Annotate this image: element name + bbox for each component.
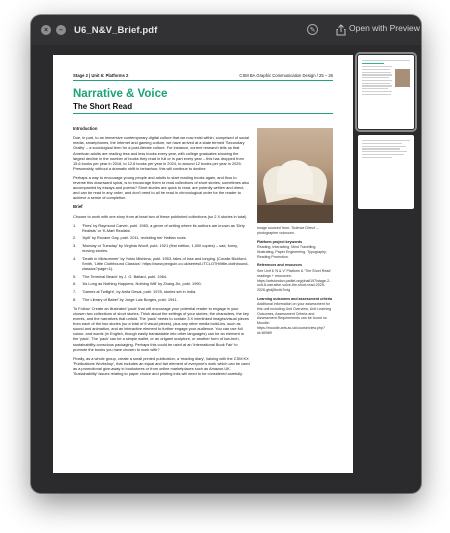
keywords-text: Reading, Interacting, Mind Travelling, Illustrating, Paper Engineering, Typography, Reading Promotion. xyxy=(257,245,327,259)
open-book-image xyxy=(257,128,333,223)
preview-window xyxy=(31,15,421,493)
header-left: Stage 2 | Unit 6: Platforms 2 xyxy=(73,73,129,78)
page-header xyxy=(73,73,333,78)
header-right: CSM BA Graphic Communication Design / 25 – 26 xyxy=(239,73,333,78)
list-item: 5. 'The Terminal Beach' by J. G. Ballard, publ. 1964. xyxy=(73,273,168,279)
doc-subtitle: The Short Read xyxy=(73,102,333,114)
intro-paragraph-2: Perhaps a way to encourage young people and adults to start reading books again, and thus to reverse this downward spiral, is to encourage them to read collections of short stories, sometimes also accompanied by essays and poems? Short stories are quick to read, are potently written and direct, and can be read in any order, and don't need to all be read in chronological order for the reader to achieve a sense of completion. xyxy=(73,174,250,201)
thumbnail-sidebar xyxy=(357,55,417,209)
share-icon[interactable] xyxy=(334,23,347,36)
open-with-preview-button[interactable]: Open with Preview xyxy=(349,23,420,33)
title-bar xyxy=(31,15,421,45)
brief-paragraph-2: To Follow: Create an illustrated 'pack' that will encourage your potential reader to engage in your chosen two collections of short stories. Think about the settings of your stories, the characters, the key events, and the narratives that unfold. The 'pack' needs to contain 3 X interlinked images/visual pieces from each of the two stories (so a total of 6 visual pieces), plus any other media build-ins, such as sound and animation, and an interactive element to further engage your audience. You can use full colour, and words (in English, though easily translatable into other languages) can be an element in the 'pack'. The 'pack' can be a simple wallet, or an origami sculpture, or another form of low-tech, sustainability-conscious packaging. Perhaps this could be used at an 'International Book Fair' to promote the books you have chosen to work with? xyxy=(73,305,249,352)
intro-paragraph-1: Due, in part, to an immersive contemporary digital culture that we now exist within, comprised of social media, smartphones, the Internet and gaming culture, we have arrived at a state termed 'Secondary Orality' – a sociological term for a post-literate culture. For instance, current research tells us that American adults are reading less and less books every year, with college graduates showing the largest decline in the number of books they read in full or in part every year – this has dropped from 15.6 books per year in 2016, to 12.6 books per year in 2024, to around 12 books per year in 2025. Presumably, without a dramatic shift in behaviour, this will continue to decline. xyxy=(73,135,250,171)
window-title: U6_N&V_Brief.pdf xyxy=(74,24,158,36)
outcomes-text: Additional information on your assessment for this unit including Unit Overview, Unit Learning Outcomes, Assessment Criteria and Assessment Requirements can be found on Moodle: https://moodle.arts.ac.uk/course/view.php?id=80989 xyxy=(257,302,332,335)
doc-title: Narrative & Voice xyxy=(73,88,168,101)
list-item: 2. 'Ayiti' by Roxane Gay, publ. 2011, revisiting her Haitian roots. xyxy=(73,235,187,241)
close-icon[interactable]: × xyxy=(41,25,51,35)
main-column xyxy=(73,126,250,380)
pdf-page xyxy=(53,55,353,473)
page-thumbnail-1[interactable] xyxy=(358,55,414,129)
list-item: 3. 'Monday or Tuesday' by Virginia Woolf, publ. 1921 (first edition, 1,000 copies) – sad, funny, moving stories. xyxy=(73,243,238,254)
brief-paragraph-3: Finally, as a whole group, create a small printed publication, a 'reading diary', liaising with the CSM KX 'Publications Workshop', that includes an equal and fair element of everyone's work which can be used as a promotional give-away in bookstores or from online marketplaces such as Amazon.UK. 'Sustainability' issues relating to paper choice and printing inks will need to be considered carefully. xyxy=(73,355,250,376)
keywords-heading: Platform project keywords xyxy=(257,239,303,244)
brief-intro: Choose to work with one story from at least two of these published collections (so 2 X stories in total) xyxy=(73,213,247,219)
intro-heading: Introduction xyxy=(73,126,98,132)
page-thumbnail-2[interactable] xyxy=(358,135,414,209)
list-item: 6. 'As Long as Nothing Happens, Nothing Will' by Zhang Jie, publ. 1990. xyxy=(73,281,202,287)
list-item: 7. 'Games at Twilight', by Anita Desai, publ. 1978, stories set in India. xyxy=(73,289,197,295)
brief-heading: Brief xyxy=(73,204,83,210)
list-item: 8. 'The Library of Babel' by Jorge Luis Borges, publ. 1941. xyxy=(73,296,178,302)
list-item: 1. 'Fires' by Raymond Carver, publ. 1983, a genre of writing where its authors are known as 'Dirty Realists' or 'K-Mart Realists'. xyxy=(73,222,245,233)
image-caption: Image sourced from: 'Science Direct' – photographer unknown. xyxy=(257,226,319,235)
list-item: 4. 'Death in Midsummer' by Yukio Mishima, publ. 1953, tales of loss and longing. [Coralie Bickford-Smith, 'Little Clothbound Classics': https://www.penguin.co.uk/series/LITCLOTH/little-clothbound-classics?page=1). xyxy=(73,255,249,272)
header-rule xyxy=(73,80,333,81)
markup-icon[interactable]: ✎ xyxy=(307,24,318,35)
references-text: See Unit 6 'N & V' Platform & 'The Short Read' readings + resources: https://artslondon.padlet.org/phall197/stage-2-unit-6-narrative-voice-the-short-read-2025-2026-gbdj5bctlx7mlg xyxy=(257,269,332,292)
story-list xyxy=(73,223,250,302)
outcomes-heading: Learning outcomes and assessment criteria xyxy=(257,296,333,301)
references-heading: References and resources xyxy=(257,263,302,268)
side-column xyxy=(257,126,333,380)
minus-icon[interactable]: – xyxy=(56,25,66,35)
